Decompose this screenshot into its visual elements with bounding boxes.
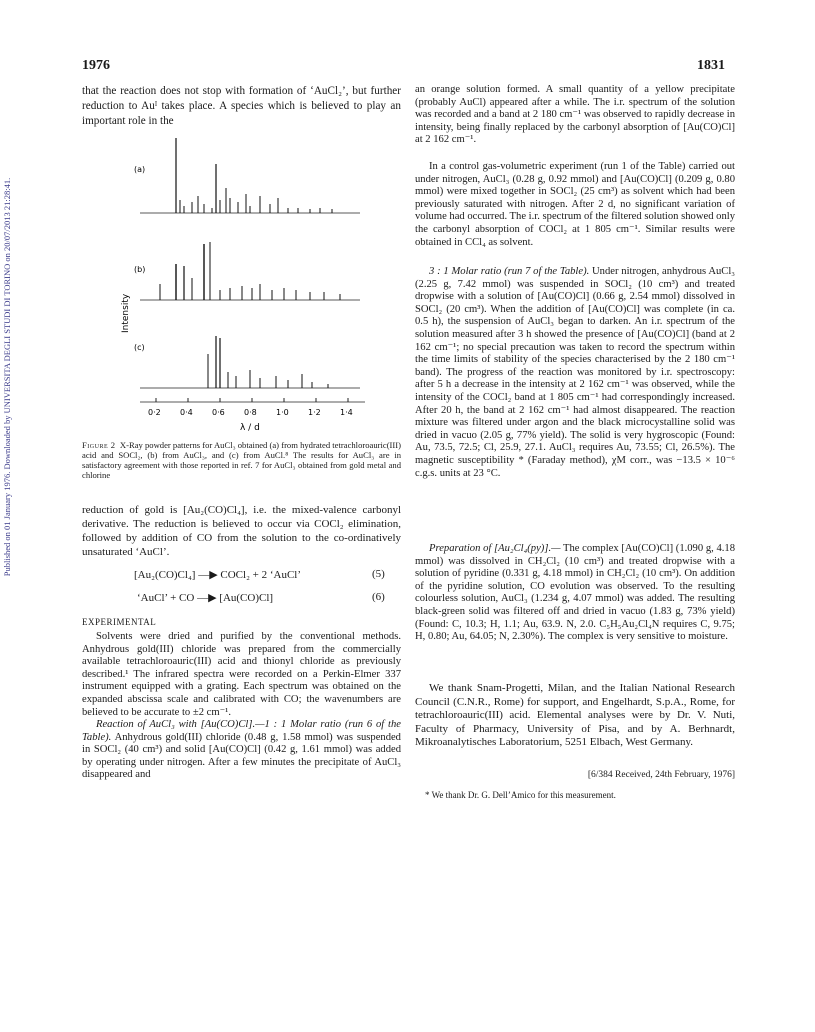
svg-text:0·6: 0·6 (212, 408, 225, 417)
panel-label-b: (b) (134, 265, 146, 274)
x-axis-label: λ / d (240, 423, 260, 433)
peaks-b (160, 242, 340, 300)
panel-label-c: (c) (134, 343, 145, 352)
molar-ratio-paragraph (415, 266, 735, 480)
y-axis-label: Intensity (121, 293, 131, 333)
equation-6: ‘AuCl’ + CO —▶ [Au(CO)Cl] (137, 592, 274, 604)
equation-5: [Au₂(CO)Cl₄] —▶ COCl₂ + 2 ‘AuCl’ (134, 569, 302, 581)
xrd-figure (80, 128, 410, 438)
intro-paragraph: that the reaction does not stop with formation of ‘AuCl₂’, but further reduction to Auᴵ takes place. A species which is believed to play an important role in the (82, 85, 401, 127)
equation-6-number: (6) (372, 591, 385, 603)
right-paragraph-1: an orange solution formed. A small quantity of a yellow precipitate (probably AuCl) appeared after a while. The i.r. spectrum of the solution was recorded and a band at 2 180 cm⁻¹ was observed to rapidly decrease in intensity, being finally replaced by the carbonyl absorption of [Au(CO)Cl] at 2 162 cm⁻¹. (415, 84, 735, 146)
reaction-text: Anhydrous gold(III) chloride (0.48 g, 1.58 mmol) was suspended in SOCl₂ (40 cm³) and solid [Au(CO)Cl] (0.42 g, 1.61 mmol) was added by operating under nitrogen. After a few minutes the precipitate of AuCl₃ disappeared and (82, 731, 401, 781)
peaks-c (208, 336, 328, 388)
peaks-a (176, 138, 332, 213)
svg-text:0·8: 0·8 (244, 408, 257, 417)
footnote: * We thank Dr. G. Dell’Amico for this measurement. (425, 790, 616, 800)
svg-text:1·2: 1·2 (308, 408, 321, 417)
download-watermark: Published on 01 January 1976. Downloaded by UNIVERSITA DEGLI STUDI DI TORINO on 20/07/2013 21:28:41. (2, 177, 12, 577)
acknowledgements: We thank Snam-Progetti, Milan, and the Italian National Research Council (C.N.R., Rome) for support, and Engelhardt, S.p.A., Rome, for tetrachloroauric(III) acid. Elemental analyses were by Dr. V. Nuti, Faculty of Pharmacy, University of Pisa, and by A. Berhnardt, Mikroanalytisches Laboratorium, 5251 Elbach, West Germany. (415, 682, 735, 748)
caption-text: X-Ray powder patterns for AuCl₃ obtained (a) from hydrated tetrachloroauric(III) acid and SOCl₂, (b) from AuCl₃, and (c) from AuCl.⁸ The results for AuCl₃ are in satisfactory agreement with those reported in ref. 7 for AuCl₃ obtained from gold metal and chlorine (82, 440, 402, 480)
reaction-title: Reaction of AuCl₃ with [Au(CO)Cl].—1 : 1 Molar ratio (run 6 of the Table). (82, 719, 401, 743)
reduction-paragraph: reduction of gold is [Au₂(CO)Cl₄], i.e. the mixed-valence carbonyl derivative. The reduction is believed to occur via COCl₂ elimination, followed by addition of CO from the solution to the co-ordinatively unsaturated ‘AuCl’. (82, 504, 401, 558)
panel-label-a: (a) (134, 165, 146, 174)
preparation-title: Preparation of [Au₂Cl₄(py)].— (429, 543, 561, 554)
experimental-paragraph: Solvents were dried and purified by the conventional methods. Anhydrous gold(III) chloride was prepared from the commercially available tetrachloroauric(III) acid and thionyl chloride as previously described.¹ The infrared spectra were recorded on a Perkin-Elmer 337 instrument equipped with a grating. Each spectrum was obtained on the expanded abscissa scale and calibrated with CO; the wavenumbers are believed to be accurate to ±2 cm⁻¹. (82, 631, 401, 718)
page-number: 1831 (697, 58, 725, 73)
control-experiment-paragraph: In a control gas-volumetric experiment (run 1 of the Table) carried out under nitrogen, AuCl₃ (0.28 g, 0.92 mmol) and [Au(CO)Cl] (0.209 g, 0.80 mmol) were mixed together in SOCl₂ (25 cm³) as solvent which had been previously saturated with nitrogen. After 2 d, no significant variation of volume had occurred. The i.r. spectrum of the filtered solution showed only the carbonyl absorption of COCl₂ at 1 805 cm⁻¹. Similar results were obtained in CCl₄ as solvent. (415, 161, 735, 248)
x-axis-ticks (148, 398, 353, 417)
svg-text:1·0: 1·0 (276, 408, 289, 417)
caption-label: Figure 2 (82, 440, 116, 450)
received-date: [6/384 Received, 24th February, 1976] (587, 770, 735, 780)
molar-ratio-text: Under nitrogen, anhydrous AuCl₃ (2.25 g, 7.42 mmol) was suspended in SOCl₂ (10 cm³) and treated dropwise with a solution of [Au(CO)Cl] (0.66 g, 2.54 mmol) dissolved in SOCl₂ (20 cm³). When the addition of [Au(CO)Cl] was complete (in ca. 0.5 h), the suspension of AuCl₃ began to darken. An i.r. spectrum of the solution measured after 3 h showed the presence of [Au(CO)Cl] (band at 2 162 cm⁻¹; no special precaution was taken to record the spectrum within the time limits of stability of the species characterised by the 2 180 cm⁻¹ band). The progress of the reaction was monitored by i.r. spectroscopy: after 5 h a decrease in the intensity at 2 162 cm⁻¹ was observed, while the intensity of the COCl₂ band at 1 805 cm⁻¹ had correspondingly increased. After 20 h, the band at 2 162 cm⁻¹ had almost disappeared. The reaction mixture was filtered under argon and the black microcystalline solid was dried in vacuo (2.05 g, 77% yield). The solid is very hygroscopic (Found: Au, 73.5, 72.5; Cl, 25.9, 27.1. AuCl₃ requires Au, 73.55; Cl, 26.5%). The magnetic susceptibility * (Faraday method), χM corr., was −13.5 × 10⁻⁶ c.g.s. units at 23 °C. (415, 266, 735, 479)
experimental-heading: EXPERIMENTAL (82, 617, 157, 627)
svg-text:1·4: 1·4 (340, 408, 353, 417)
molar-ratio-title: 3 : 1 Molar ratio (run 7 of the Table). (429, 266, 590, 277)
preparation-paragraph (415, 543, 735, 644)
svg-text:0·2: 0·2 (148, 408, 161, 417)
figure-caption (82, 440, 401, 480)
page-year: 1976 (82, 58, 110, 73)
reaction-paragraph (82, 719, 401, 782)
preparation-text: The complex [Au(CO)Cl] (1.090 g, 4.18 mmol) was dissolved in CH₂Cl₂ (10 cm³) and treated dropwise with a solution of pyridine (0.331 g, 4.18 mmol) in CH₂Cl₂ (10 cm³). On addition of the pyridine solution, CO evolution was observed. To the resulting colourless solution, AuCl₃ (1.234 g, 4.07 mmol) was added. The resulting black-green solid was filtered off and dried in vacuo (1.83 g, 73% yield) (Found: C, 10.3; H, 1.1; Au, 63.9. N, 2.0. C₅H₅Au₂Cl₄N requires C, 9.75; H, 0.80; Au, 64.05; N, 2.30%). The complex is very sensitive to moisture. (415, 543, 735, 643)
svg-text:0·4: 0·4 (180, 408, 193, 417)
equation-5-number: (5) (372, 568, 385, 580)
